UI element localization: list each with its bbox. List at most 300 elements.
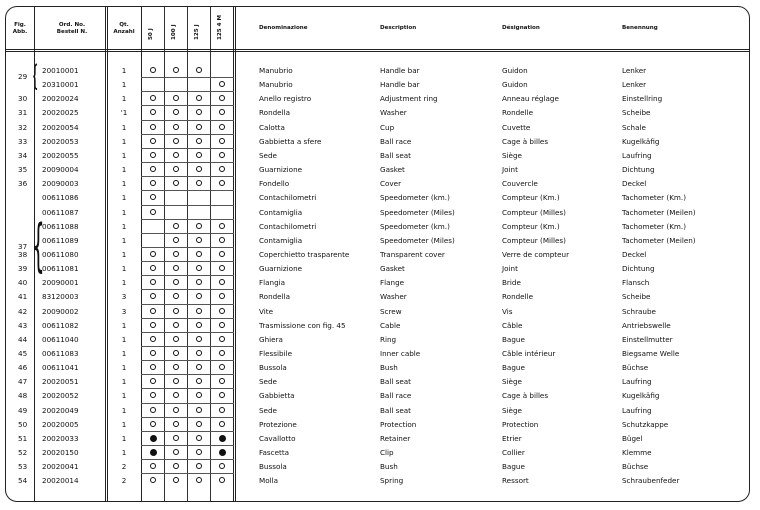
model-mark-100: [173, 124, 179, 130]
name-english: Speedometer (km.): [380, 193, 450, 203]
fig-number: 35: [18, 165, 28, 175]
table-row: [0, 445, 760, 459]
model-mark-125: [196, 364, 202, 370]
model-mark-100: [173, 237, 179, 243]
model-mark-125: [196, 435, 202, 441]
fig-number: 39: [18, 264, 28, 274]
quantity: 1: [121, 179, 127, 189]
fig-number: 44: [18, 334, 28, 344]
model-mark-50: [150, 350, 156, 356]
name-english: Transparent cover: [380, 249, 445, 259]
table-row: [0, 77, 760, 91]
name-german: Kugelkäfig: [622, 136, 660, 146]
model-mark-50: [150, 67, 156, 73]
model-mark-125-4m: [219, 293, 225, 299]
name-english: Speedometer (km.): [380, 221, 450, 231]
name-french: Bague: [502, 462, 525, 472]
table-row: [0, 205, 760, 219]
name-italian: Contachilometri: [259, 193, 317, 203]
fig-number: 37: [18, 241, 28, 251]
name-german: Tachometer (Km.): [622, 193, 687, 203]
table-row: [0, 134, 760, 148]
name-french: Collier: [502, 448, 525, 458]
group-brace-icon: {: [32, 212, 45, 279]
table-row: [0, 318, 760, 332]
model-mark-125-4m: [219, 138, 225, 144]
table-row: [0, 261, 760, 275]
name-french: Rondelle: [502, 292, 534, 302]
header-rule: [6, 51, 749, 52]
name-french: Cage à billes: [502, 391, 549, 401]
name-german: Schutzkappe: [622, 419, 669, 429]
name-english: Adjustment ring: [380, 94, 438, 104]
quantity: 1: [121, 249, 127, 259]
table-row: [0, 473, 760, 487]
order-number: 00611088: [42, 221, 79, 231]
fig-number: 42: [18, 306, 28, 316]
name-french: Bride: [502, 278, 521, 288]
name-italian: Contamiglia: [259, 235, 303, 245]
model-mark-125-4m: [219, 251, 225, 257]
table-row: [0, 360, 760, 374]
table-row: [0, 233, 760, 247]
model-mark-100: [173, 251, 179, 257]
table-row: [0, 63, 760, 77]
order-number: 20010001: [42, 66, 79, 75]
model-mark-125-4m: [219, 322, 225, 328]
header-designation: Désignation: [502, 25, 540, 31]
header-qt: Qt. Anzahl: [113, 22, 135, 35]
name-italian: Rondella: [259, 292, 291, 302]
name-french: Guidon: [502, 66, 528, 75]
table-row: [0, 91, 760, 105]
fig-number: 45: [18, 349, 28, 358]
order-number: 20020033: [42, 433, 79, 443]
quantity: 3: [121, 292, 127, 302]
order-number: 20020014: [42, 476, 79, 486]
order-number: 00611080: [42, 249, 79, 259]
name-german: Dichtung: [622, 165, 655, 175]
quantity: 1: [121, 405, 127, 415]
name-french: Bague: [502, 363, 525, 373]
fig-number: 48: [18, 391, 28, 401]
name-italian: Flangia: [259, 278, 286, 288]
name-german: Klemme: [622, 448, 652, 458]
model-mark-100: [173, 364, 179, 370]
fig-number: 50: [18, 419, 28, 429]
name-italian: Guarnizione: [259, 165, 303, 175]
name-italian: Fascetta: [259, 448, 290, 458]
name-french: Câble intérieur: [502, 349, 556, 358]
model-mark-50: [150, 364, 156, 370]
model-mark-125: [196, 223, 202, 229]
order-number: 83120003: [42, 292, 79, 302]
quantity: 1: [121, 278, 127, 288]
model-mark-125-4m: [219, 223, 225, 229]
model-mark-125-4m: [219, 237, 225, 243]
name-french: Couvercle: [502, 179, 538, 189]
name-french: Joint: [502, 165, 518, 175]
model-mark-100: [173, 265, 179, 271]
model-mark-125: [196, 477, 202, 483]
model-mark-125: [196, 124, 202, 130]
quantity: 1: [121, 66, 127, 75]
table-row: [0, 332, 760, 346]
quantity: 1: [121, 349, 127, 358]
name-english: Ring: [380, 334, 397, 344]
model-mark-50: [150, 95, 156, 101]
order-number: 00611086: [42, 193, 79, 203]
name-german: Dichtung: [622, 264, 655, 274]
name-french: Cuvette: [502, 122, 531, 132]
model-mark-100: [173, 138, 179, 144]
model-mark-100: [173, 350, 179, 356]
model-mark-125-4m: [219, 421, 225, 427]
name-italian: Gabbietta a sfere: [259, 136, 322, 146]
name-english: Washer: [380, 108, 407, 118]
name-german: Tachometer (Meilen): [622, 207, 696, 217]
table-row: [0, 459, 760, 473]
name-french: Compteur (Km.): [502, 221, 560, 231]
model-mark-100: [173, 180, 179, 186]
model-mark-100: [173, 449, 179, 455]
order-number: 20090002: [42, 306, 79, 316]
name-italian: Manubrio: [259, 80, 293, 90]
name-italian: Contachilometri: [259, 221, 317, 231]
model-mark-100: [173, 109, 179, 115]
order-number: 00611082: [42, 320, 79, 330]
table-row: [0, 417, 760, 431]
name-german: Antriebswelle: [622, 320, 671, 330]
name-english: Gasket: [380, 264, 405, 274]
model-mark-100: [173, 477, 179, 483]
header-rule: [6, 49, 749, 50]
model-mark-125-4m: [219, 152, 225, 158]
name-italian: Bussola: [259, 462, 287, 472]
fig-number: 41: [18, 292, 28, 302]
name-english: Ball race: [380, 136, 412, 146]
name-italian: Manubrio: [259, 66, 293, 75]
quantity: 1: [121, 80, 127, 90]
name-french: Compteur (Km.): [502, 193, 560, 203]
name-german: Lenker: [622, 66, 647, 75]
order-number: 00611083: [42, 349, 79, 358]
model-mark-100: [173, 435, 179, 441]
model-mark-50: [150, 209, 156, 215]
model-mark-100: [173, 336, 179, 342]
name-german: Laufring: [622, 405, 652, 415]
name-french: Bague: [502, 334, 525, 344]
quantity: 1: [121, 221, 127, 231]
fig-number: 46: [18, 363, 28, 373]
fig-number: 36: [18, 179, 28, 189]
order-number: 00611040: [42, 334, 79, 344]
model-mark-50: [150, 477, 156, 483]
name-italian: Ghiera: [259, 334, 283, 344]
quantity: 1: [121, 264, 127, 274]
table-row: [0, 275, 760, 289]
model-mark-125-4m: [219, 180, 225, 186]
model-mark-50: [150, 293, 156, 299]
quantity: 2: [121, 476, 127, 486]
fig-number: 31: [18, 108, 28, 118]
model-mark-125-4m: [219, 308, 225, 314]
quantity: 1: [121, 419, 127, 429]
table-row: [0, 346, 760, 360]
model-mark-125: [196, 166, 202, 172]
model-mark-125-4m: [219, 449, 226, 456]
model-mark-50: [150, 435, 157, 442]
model-mark-50: [150, 463, 156, 469]
name-french: Siège: [502, 377, 522, 387]
name-german: Büchse: [622, 363, 649, 373]
model-mark-125: [196, 180, 202, 186]
order-number: 20020053: [42, 136, 79, 146]
model-mark-125-4m: [219, 109, 225, 115]
name-english: Handle bar: [380, 80, 420, 90]
header-model-100: 100 J: [171, 24, 177, 40]
model-mark-50: [150, 407, 156, 413]
name-italian: Bussola: [259, 363, 287, 373]
name-german: Bügel: [622, 433, 643, 443]
model-mark-100: [173, 152, 179, 158]
model-mark-125-4m: [219, 336, 225, 342]
order-number: 00611089: [42, 235, 79, 245]
name-english: Retainer: [380, 433, 411, 443]
quantity: 1: [121, 320, 127, 330]
name-german: Schraubenfeder: [622, 476, 680, 486]
model-mark-125: [196, 95, 202, 101]
order-number: 20020054: [42, 122, 79, 132]
model-mark-125-4m: [219, 364, 225, 370]
table-row: [0, 190, 760, 204]
model-mark-50: [150, 166, 156, 172]
group-brace-icon: {: [32, 59, 39, 92]
fig-number: 40: [18, 278, 28, 288]
name-german: Lenker: [622, 80, 647, 90]
order-number: 20020055: [42, 150, 79, 160]
model-mark-50: [150, 322, 156, 328]
fig-number: 32: [18, 122, 28, 132]
name-french: Verre de compteur: [502, 249, 570, 259]
name-german: Schraube: [622, 306, 656, 316]
header-model-125: 125 J: [194, 24, 200, 40]
model-mark-125: [196, 293, 202, 299]
name-french: Rondelle: [502, 108, 534, 118]
table-row: [0, 388, 760, 402]
order-number: 20090001: [42, 278, 79, 288]
model-mark-100: [173, 293, 179, 299]
model-mark-125: [196, 407, 202, 413]
model-mark-50: [150, 109, 156, 115]
model-mark-50: [150, 194, 156, 200]
name-english: Handle bar: [380, 66, 420, 75]
name-english: Inner cable: [380, 349, 421, 358]
name-english: Spring: [380, 476, 404, 486]
name-italian: Flessibile: [259, 349, 293, 358]
model-mark-125-4m: [219, 378, 225, 384]
name-french: Ressort: [502, 476, 529, 486]
name-italian: Sede: [259, 377, 277, 387]
fig-number: 54: [18, 476, 28, 486]
model-mark-125: [196, 109, 202, 115]
name-italian: Sede: [259, 150, 277, 160]
name-english: Flange: [380, 278, 405, 288]
model-mark-125-4m: [219, 265, 225, 271]
name-german: Tachometer (Km.): [622, 221, 687, 231]
name-english: Bush: [380, 363, 398, 373]
header-benennung: Benennung: [622, 25, 658, 31]
model-mark-100: [173, 308, 179, 314]
model-mark-100: [173, 378, 179, 384]
quantity: 1: [121, 150, 127, 160]
order-number: 20020049: [42, 405, 79, 415]
name-italian: Cavallotto: [259, 433, 296, 443]
table-row: [0, 176, 760, 190]
model-mark-125: [196, 392, 202, 398]
fig-number: 29: [18, 72, 28, 82]
name-italian: Rondella: [259, 108, 291, 118]
quantity: 3: [121, 306, 127, 316]
fig-number: 49: [18, 405, 28, 415]
name-french: Siège: [502, 405, 522, 415]
name-german: Büchse: [622, 462, 649, 472]
quantity: 1: [121, 377, 127, 387]
name-german: Einstellring: [622, 94, 663, 104]
quantity: 1: [121, 448, 127, 458]
model-mark-50: [150, 421, 156, 427]
model-mark-125-4m: [219, 81, 225, 87]
quantity: 1: [121, 207, 127, 217]
name-english: Speedometer (Miles): [380, 207, 455, 217]
model-mark-50: [150, 392, 156, 398]
name-italian: Fondello: [259, 179, 290, 189]
model-mark-100: [173, 166, 179, 172]
quantity: 1: [121, 391, 127, 401]
model-mark-50: [150, 279, 156, 285]
name-italian: Coperchietto trasparente: [259, 249, 350, 259]
name-italian: Gabbietta: [259, 391, 295, 401]
model-mark-125-4m: [219, 435, 226, 442]
model-mark-125: [196, 350, 202, 356]
name-italian: Calotta: [259, 122, 285, 132]
fig-number: 33: [18, 136, 28, 146]
quantity: 1: [121, 122, 127, 132]
table-row: [0, 162, 760, 176]
order-number: 00611041: [42, 363, 79, 373]
name-english: Screw: [380, 306, 402, 316]
model-mark-50: [150, 180, 156, 186]
name-english: Washer: [380, 292, 407, 302]
table-row: [0, 105, 760, 119]
name-german: Deckel: [622, 249, 647, 259]
model-mark-125-4m: [219, 392, 225, 398]
name-german: Kugelkäfig: [622, 391, 660, 401]
name-english: Cable: [380, 320, 401, 330]
name-french: Joint: [502, 264, 518, 274]
quantity: 2: [121, 462, 127, 472]
header-description: Description: [380, 25, 417, 31]
order-number: 20020024: [42, 94, 79, 104]
order-number: 00611081: [42, 264, 79, 274]
name-italian: Sede: [259, 405, 277, 415]
table-row: [0, 219, 760, 233]
model-mark-100: [173, 392, 179, 398]
order-number: 00611087: [42, 207, 79, 217]
name-italian: Molla: [259, 476, 278, 486]
name-italian: Trasmissione con fig. 45: [259, 320, 346, 330]
model-mark-50: [150, 308, 156, 314]
model-mark-125-4m: [219, 477, 225, 483]
name-german: Schale: [622, 122, 646, 132]
model-mark-100: [173, 421, 179, 427]
order-number: 20020052: [42, 391, 79, 401]
quantity: 1: [121, 235, 127, 245]
name-italian: Vite: [259, 306, 273, 316]
name-italian: Anello registro: [259, 94, 312, 104]
model-mark-50: [150, 449, 157, 456]
name-german: Flansch: [622, 278, 650, 288]
fig-number: 51: [18, 433, 28, 443]
model-mark-125-4m: [219, 166, 225, 172]
name-german: Einstellmutter: [622, 334, 673, 344]
model-mark-100: [173, 67, 179, 73]
model-mark-50: [150, 152, 156, 158]
name-french: Anneau réglage: [502, 94, 559, 104]
name-french: Compteur (Milles): [502, 207, 566, 217]
name-french: Compteur (Milles): [502, 235, 566, 245]
fig-number: 47: [18, 377, 28, 387]
name-french: Vis: [502, 306, 513, 316]
model-mark-100: [173, 463, 179, 469]
model-mark-125-4m: [219, 350, 225, 356]
fig-number: 30: [18, 94, 28, 104]
name-german: Scheibe: [622, 108, 651, 118]
model-mark-125-4m: [219, 407, 225, 413]
model-mark-125: [196, 237, 202, 243]
model-mark-125-4m: [219, 124, 225, 130]
order-number: 20020005: [42, 419, 79, 429]
quantity: 1: [121, 193, 127, 203]
name-french: Guidon: [502, 80, 528, 90]
quantity: 1: [121, 433, 127, 443]
model-mark-125: [196, 308, 202, 314]
model-mark-125: [196, 322, 202, 328]
name-italian: Guarnizione: [259, 264, 303, 274]
model-mark-125: [196, 336, 202, 342]
name-german: Deckel: [622, 179, 647, 189]
model-mark-50: [150, 336, 156, 342]
model-mark-125: [196, 421, 202, 427]
name-english: Protection: [380, 419, 417, 429]
name-german: Laufring: [622, 377, 652, 387]
model-mark-125: [196, 449, 202, 455]
order-number: 20090004: [42, 165, 79, 175]
model-mark-125-4m: [219, 463, 225, 469]
fig-number: 38: [18, 249, 28, 259]
quantity: 1: [121, 165, 127, 175]
model-mark-100: [173, 223, 179, 229]
order-number: 20090003: [42, 179, 79, 189]
table-row: [0, 304, 760, 318]
model-mark-100: [173, 322, 179, 328]
name-english: Gasket: [380, 165, 405, 175]
fig-number: 34: [18, 150, 28, 160]
table-row: [0, 148, 760, 162]
quantity: 1: [121, 334, 127, 344]
quantity: 1: [121, 94, 127, 104]
name-english: Ball seat: [380, 150, 412, 160]
